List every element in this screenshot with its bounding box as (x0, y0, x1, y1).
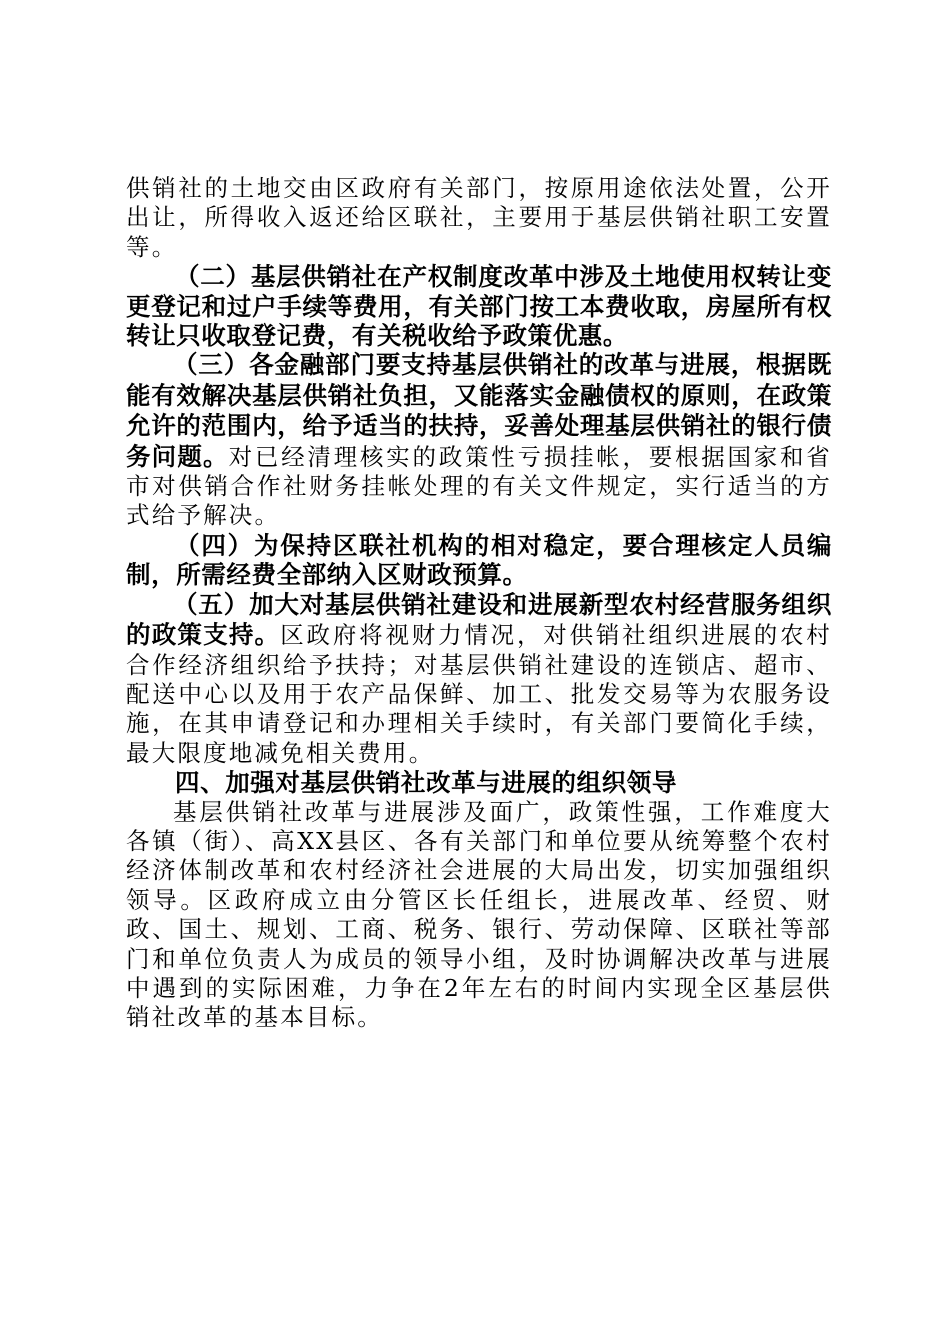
paragraph-item-5 (126, 590, 832, 768)
paragraph-item-3-lead: （三）各金融部门要支持基层供销社的改革与进展，根据既能有效解决基层供销社负担，又能落实金融债权的原则，在政策允许的范围内，给予适当的扶持，妥善处理基层供销社的银行债务问题。 (126, 350, 832, 471)
paragraph-organization: 基层供销社改革与进展涉及面广，政策性强，工作难度大各镇（街）、高XX县区、各有关部门和单位要从统筹整个农村经济体制改革和农村经济社会进展的大局出发，切实加强组织领导。区政府成立由分管区长任组长，进展改革、经贸、财政、国土、规划、工商、税务、银行、劳动保障、区联社等部门和单位负责人为成员的领导小组，及时协调解决改革与进展中遇到的实际困难，力争在2年左右的时间内实现全区基层供销社改革的基本目标。 (126, 797, 832, 1032)
paragraph-item-2: （二）基层供销社在产权制度改革中涉及土地使用权转让变更登记和过户手续等费用，有关部门按工本费收取，房屋所有权转让只收取登记费，有关税收给予政策优惠。 (126, 262, 832, 351)
document-body (126, 174, 832, 1033)
paragraph-item-5-lead: （五）加大对基层供销社建设和进展新型农村经营服务组织的政策支持。 (126, 589, 832, 650)
paragraph-item-3-rest: 对已经清理核实的政策性亏损挂帐，要根据国家和省市对供销合作社财务挂帐处理的有关文件规定，实行适当的方式给予解决。 (126, 442, 832, 530)
paragraph-item-3 (126, 350, 832, 530)
paragraph-item-4: （四）为保持区联社机构的相对稳定，要合理核定人员编制，所需经费全部纳入区财政预算。 (126, 530, 832, 590)
paragraph-land-disposal: 供销社的土地交由区政府有关部门，按原用途依法处置，公开出让，所得收入返还给区联社，主要用于基层供销社职工安置等。 (126, 174, 832, 261)
paragraph-item-5-rest: 区政府将视财力情况，对供销社组织进展的农村合作经济组织给予扶持；对基层供销社建设的连锁店、超市、配送中心以及用于农产品保鲜、加工、批发交易等为农服务设施，在其申请登记和办理相关手续时，有关部门要简化手续，最大限度地减免相关费用。 (126, 621, 833, 767)
section-heading-4: 四、加强对基层供销社改革与进展的组织领导 (175, 768, 677, 798)
